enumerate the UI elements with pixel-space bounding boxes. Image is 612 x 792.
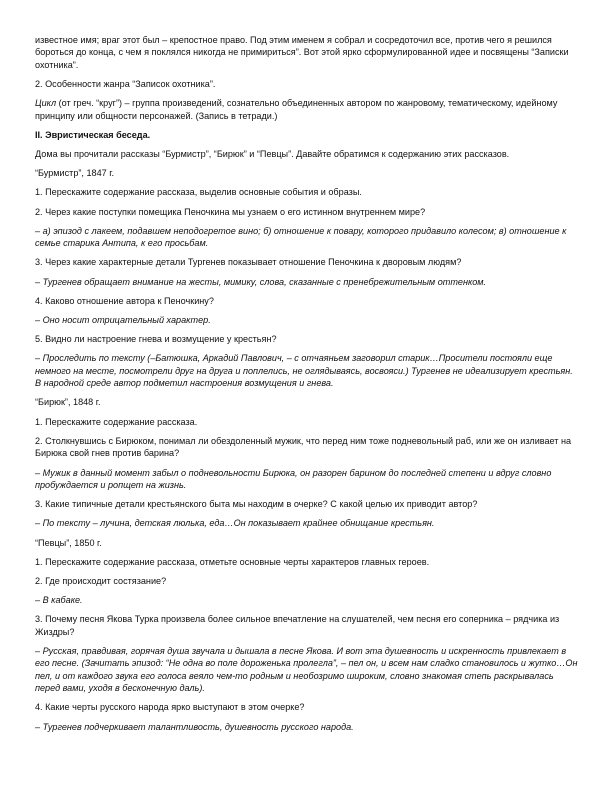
answer: – Тургенев подчеркивает талантливость, душевность русского народа. <box>35 721 354 732</box>
question: 1. Перескажите содержание рассказа, отметьте основные черты характеров главных героев. <box>35 556 430 567</box>
question: 1. Перескажите содержание рассказа, выделив основные события и образы. <box>35 187 362 198</box>
answer: – Мужик в данный момент забыл о подневольности Бирюка, он разорен барином до последней степени и вдруг словно пробуждается и ропщет на жизнь. <box>35 467 552 490</box>
answer: – Проследить по тексту (–Батюшка, Аркадий Павлович, – с отчаяньем заговорил старик…Просители постояли еще немного на месте, посмотрели друг на друга и поплелись, не оглядываясь, восвояси.) Тургенев не идеализирует крестьян. В народной среде автор подметил настроения возмущения и гнева. <box>35 353 573 389</box>
question: 5. Видно ли настроение гнева и возмущение у крестьян? <box>35 334 277 345</box>
genre-point: 2. Особенности жанра “Записок охотника”. <box>35 79 216 90</box>
question: 3. Через какие характерные детали Тургенев показывает отношение Пеночкина к дворовым людям? <box>35 257 462 268</box>
story-title-pevtsy: “Певцы”, 1850 г. <box>35 537 102 548</box>
question: 2. Где происходит состязание? <box>35 575 167 586</box>
answer: – В кабаке. <box>35 595 83 606</box>
answer: – Оно носит отрицательный характер. <box>35 315 211 326</box>
question: 3. Почему песня Якова Турка произвела более сильное впечатление на слушателей, чем песня его соперника – рядчика из Жиздры? <box>35 614 560 637</box>
answer: – Тургенев обращает внимание на жесты, мимику, слова, сказанные с пренебрежительным оттенком. <box>35 276 487 287</box>
answer: – По тексту – лучина, детская люлька, еда…Он показывает крайнее обнищание крестьян. <box>35 518 435 529</box>
question: 4. Каково отношение автора к Пеночкину? <box>35 295 214 306</box>
section-heading: II. Эвристическая беседа. <box>35 129 151 140</box>
intro-paragraph: известное имя; враг этот был – крепостное право. Под этим именем я собрал и сосредоточил все, против чего я решился бороться до конца, с чем я поклялся никогда не примириться”. Вот этой ярко сформулированной идее и посвящены “Записки охотника”. <box>35 35 569 70</box>
story-title-biryuk: “Бирюк”, 1848 г. <box>35 397 101 408</box>
story-title-burmistr: “Бурмистр”, 1847 г. <box>35 168 114 179</box>
question: 3. Какие типичные детали крестьянского быта мы находим в очерке? С какой целью их приводит автор? <box>35 499 478 510</box>
answer: – а) эпизод с лакеем, подавшем неподогретое вино; б) отношение к повару, которого придавило колесом; в) отношение к семье старика Антипа, к его просьбам. <box>35 225 567 249</box>
document-body <box>35 34 580 740</box>
cycle-term: Цикл <box>35 98 57 109</box>
question: 4. Какие черты русского народа ярко выступают в этом очерке? <box>35 702 305 713</box>
answer: – Русская, правдивая, горячая душа звучала и дышала в песне Якова. И вот эта душевность и искренность привлекает в его песне. (Зачитать эпизод: “Не одна во поле дороженька пролегла”, – пел он, и всем нам сладко становилось и жутко…Он пел, и от каждого звука его голоса веяло чем-то родным и необозримо широким, словно знакомая степь раскрывалась перед вами, уходя в бесконечную даль). <box>35 645 578 694</box>
cycle-definition-text: (от греч. “круг”) – группа произведений, сознательно объединенных автором по жанровому, тематическому, идейному принципу или общности персонажей. (Запись в тетради.) <box>35 98 558 121</box>
question: 1. Перескажите содержание рассказа. <box>35 416 198 427</box>
question: 2. Через какие поступки помещика Пеночкина мы узнаем о его истинном внутреннем мире? <box>35 206 426 217</box>
question: 2. Столкнувшись с Бирюком, понимал ли обездоленный мужик, что перед ним тоже подневольный раб, или же он изливает на Бирюка свой гнев против барина? <box>35 435 572 459</box>
cycle-definition <box>35 97 580 122</box>
homework-intro: Дома вы прочитали рассказы “Бурмистр”, “Бирюк” и “Певцы”. Давайте обратимся к содержанию этих рассказов. <box>35 149 510 160</box>
